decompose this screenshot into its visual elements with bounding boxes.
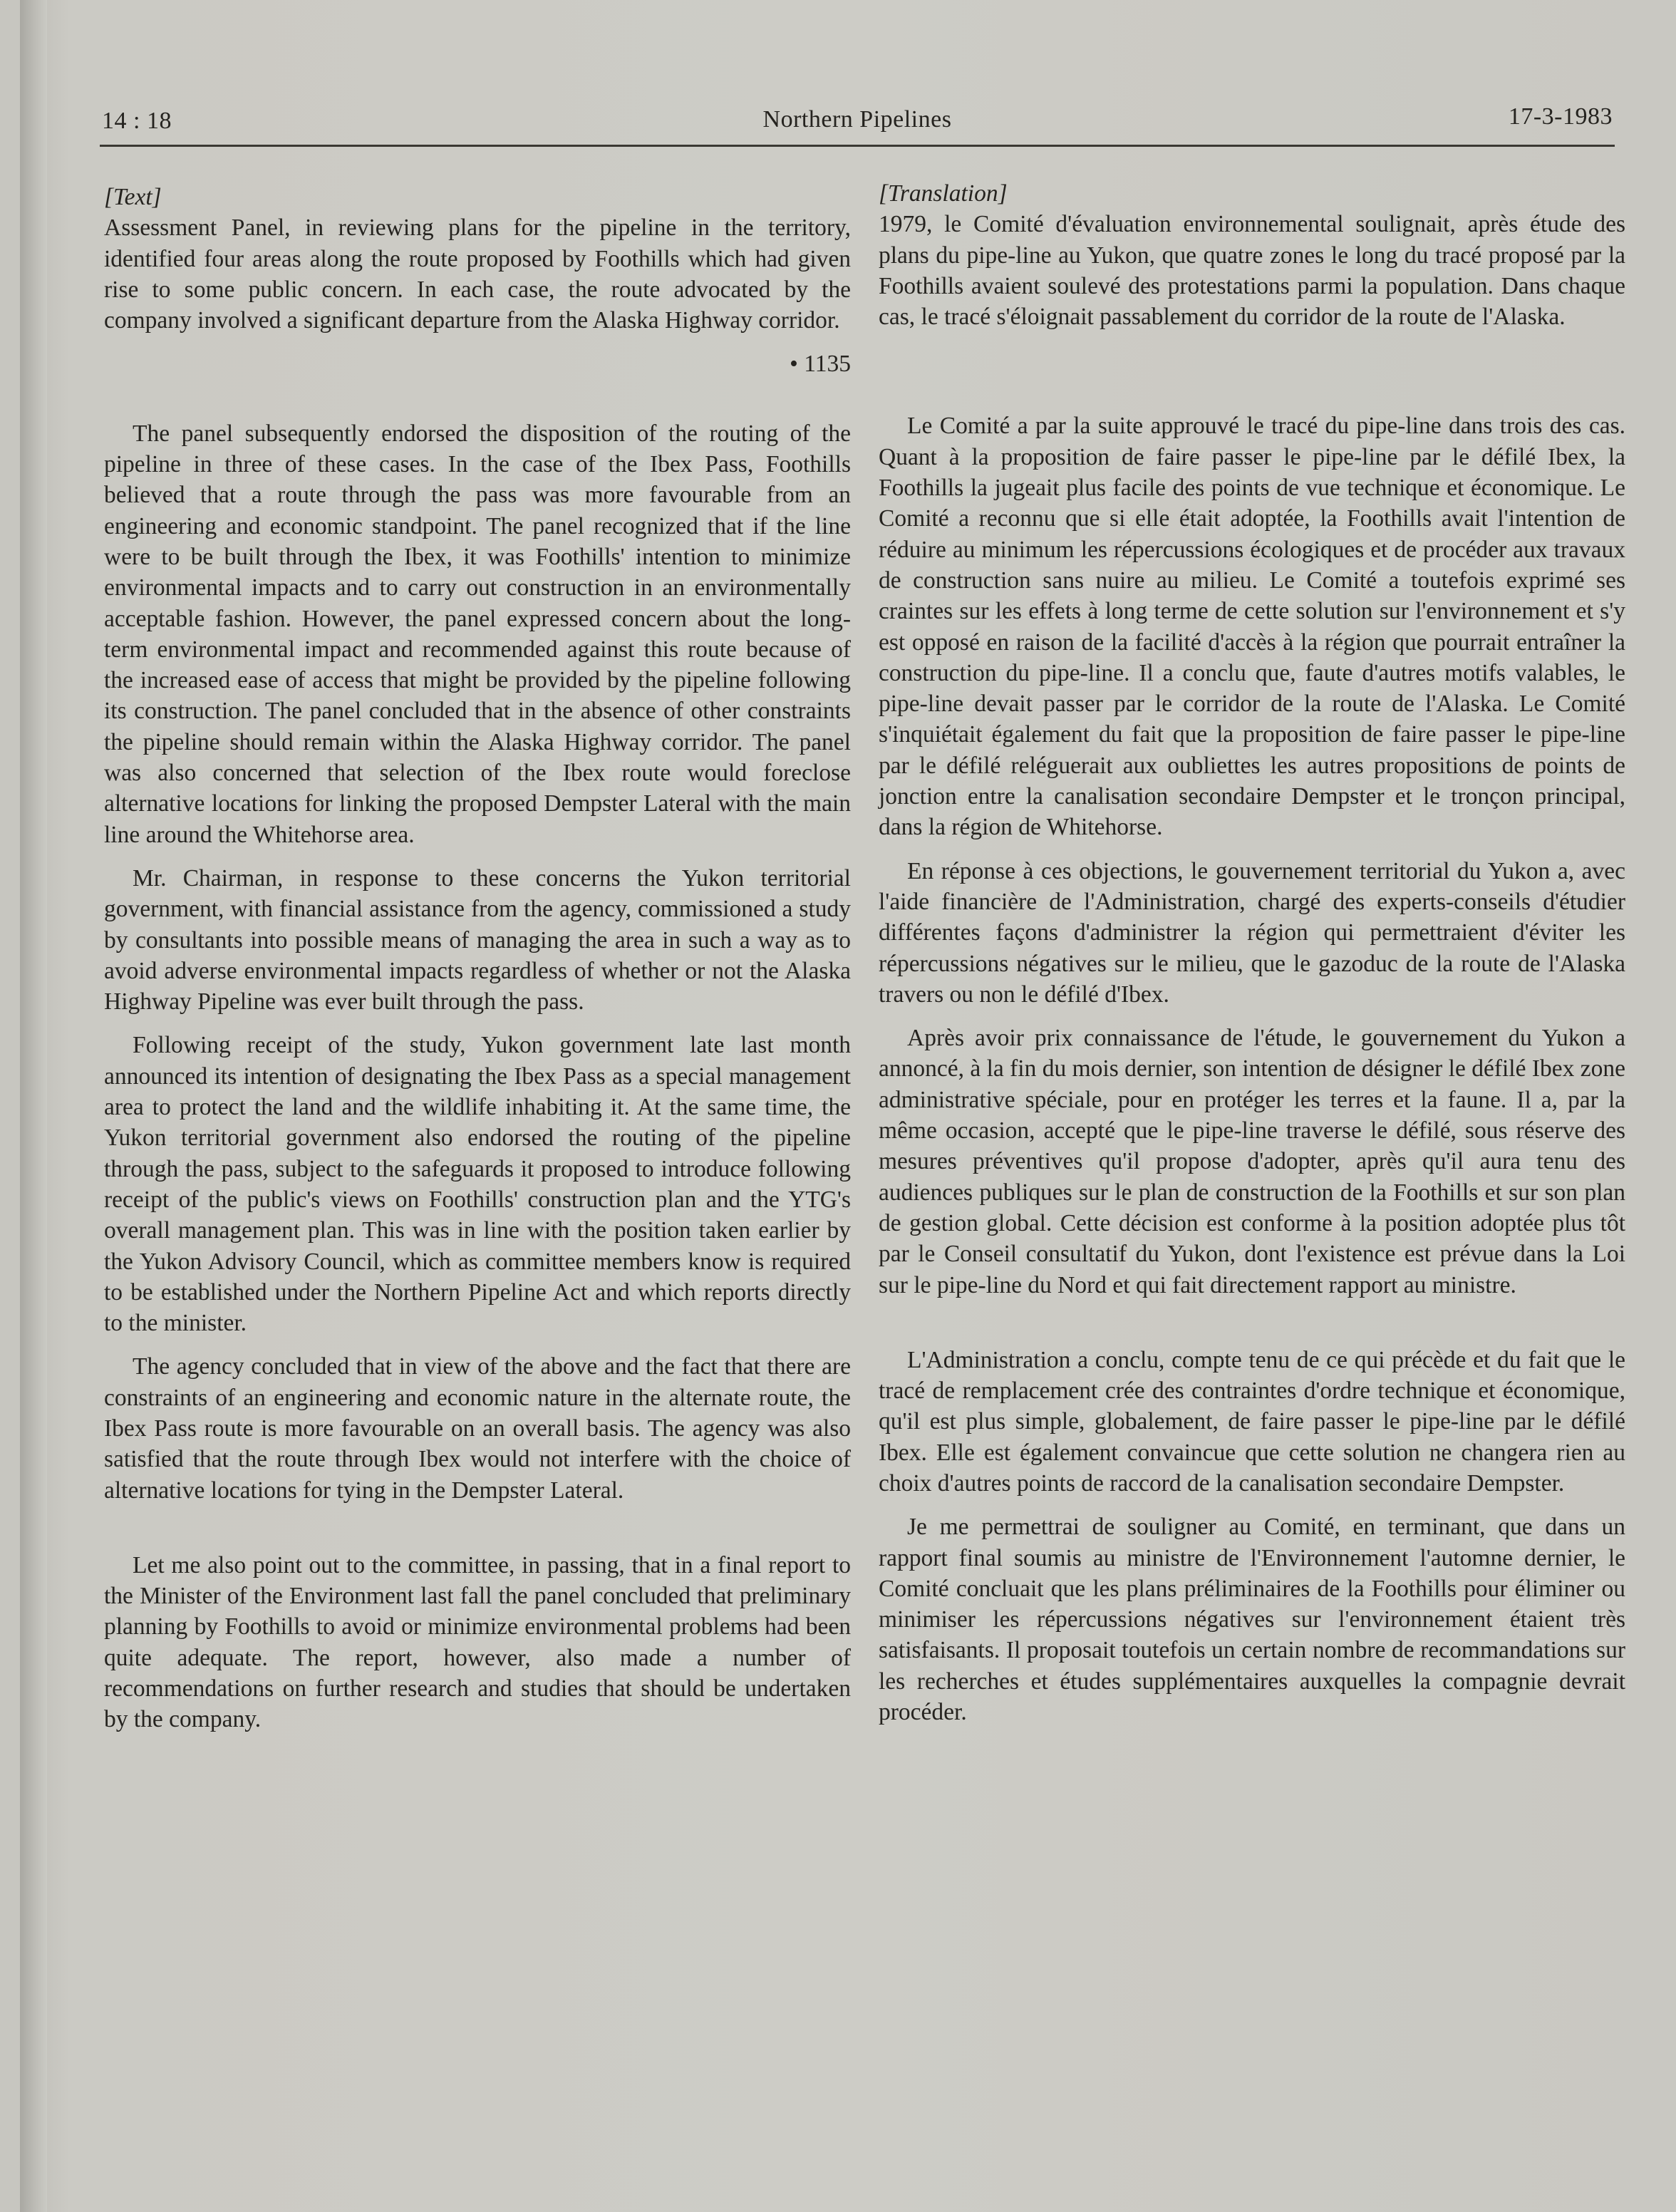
paragraph: Mr. Chairman, in response to these concerns the Yukon territorial government, with financial assistance from the agency, commissioned a study by consultants into possible means of managing the area in such a way as to avoid adverse environmental impacts regardless of whether or not the Alaska Highway Pipeline was ever built through the pass. — [104, 864, 851, 1015]
paragraph: Let me also point out to the committee, in passing, that in a final report to the Minister of the Environment last fall the panel concluded that preliminary planning by Foothills to avoid or minimize environmental problems had been quite adequate. The report, however, also made a number of recommendations on further research and studies that should be undertaken by the company. — [104, 1551, 851, 1733]
paragraph: Le Comité a par la suite approuvé le tracé du pipe-line dans trois des cas. Quant à la proposition de faire passer le pipe-line par le défilé Ibex, la Foothills la jugeait plus facile des points de vue technique et économique. Le Comité a reconnu que si elle était adoptée, la Foothills avait l'intention de réduire au minimum les répercussions écologiques et de procéder aux travaux de construction sans nuire au milieu. Le Comité a toutefois exprimé ses craintes sur les effets à long terme de cette solution sur l'environnement et s'y est opposé en raison de la facilité d'accès à la région que pourrait entraîner la construction du pipe-line. Il a conclu que, faute d'autres motifs valables, le pipe-line devait passer par le corridor de la route de l'Alaska. Le Comité s'inquiétait également du fait que la proposition de faire passer le pipe-line par le défilé reléguerait aux oubliettes les autres propositions de points de jonction entre la canalisation secondaire Dempster et le tronçon principal, dans la région de Whitehorse. — [879, 413, 1625, 841]
paragraph: Assessment Panel, in reviewing plans for the pipeline in the territory, identified four areas along the route proposed by Foothills which had given rise to some public concern. In each case, the route advocated by the company involved a significant departure from the Alaska Highway corridor. — [104, 215, 851, 334]
paragraph: The agency concluded that in view of the above and the fact that there are constraints of an engineering and economic nature in the alternate route, the Ibex Pass route is more favourable on an overall basis. The agency was also satisfied that the route through Ibex would not interfere with the choice of alternative locations for tying in the Dempster Lateral. — [104, 1353, 851, 1504]
paragraph: L'Administration a conclu, compte tenu de ce qui précède et du fait que le tracé de remplacement crée des contraintes d'ordre technique et économique, qu'il est plus simple, globalement, de faire passer le pipe-line par le défilé Ibex. Elle est également convaincue que cette solution ne changera rien au choix d'autres points de raccord de la canalisation secondaire Dempster. — [879, 1346, 1625, 1497]
running-title: Northern Pipelines — [762, 106, 952, 133]
paragraph: Après avoir prix connaissance de l'étude, le gouvernement du Yukon a annoncé, à la fin du mois dernier, son intention de désigner le défilé Ibex zone administrative spéciale, pour en protéger les terres et la faune. Il a, par la même occasion, accepté que le pipe-line traverse le défilé, sous réserve des mesures préventives qu'il propose d'adopter, après qu'il aura tenu des audiences publiques sur le plan de construction de la Foothills et sur son plan de gestion global. Cette décision est conforme à la position adoptée plus tôt par le Conseil consultatif du Yukon, dont l'existence est prévue dans la Loi sur le pipe-line du Nord et qui fait directement rapport au ministre. — [879, 1025, 1625, 1298]
book-page — [20, 0, 1676, 2212]
page-number: 14 : 18 — [102, 108, 172, 134]
paragraph: The panel subsequently endorsed the disposition of the routing of the pipeline in three of these cases. In the case of the Ibex Pass, Foothills believed that a route through the pass was more favourable from an engineering and economic standpoint. The panel recognized that if the line were to be built through the Ibex, it was Foothills' intention to minimize environmental impacts and to carry out construction in an environmentally acceptable fashion. However, the panel expressed concern about the long-term environmental impact and recommended against this route because of the increased ease of access that might be provided by the pipeline following its construction. The panel concluded that in the absence of other constraints the pipeline should remain within the Alaska Highway corridor. The panel was also concerned that selection of the Ibex route would foreclose alternative locations for linking the proposed Dempster Lateral with the main line around the Whitehorse area. — [104, 420, 851, 848]
text-label: [Text] — [104, 184, 162, 210]
header-date: 17-3-1983 — [1508, 103, 1613, 130]
running-header — [102, 103, 1613, 146]
time-marker: • 1135 — [790, 351, 851, 378]
header-rule — [100, 145, 1615, 147]
translation-label: [Translation] — [879, 180, 1008, 207]
page-binding-edge — [20, 0, 47, 2212]
french-translation-column — [879, 178, 1625, 1727]
paragraph: En réponse à ces objections, le gouvernement territorial du Yukon a, avec l'aide financière de l'Administration, chargé des experts-conseils d'étudier différentes façons d'administrer la région qui permettraient d'éviter les répercussions négatives sur le milieu, que le gazoduc de la route de l'Alaska travers ou non le défilé d'Ibex. — [879, 857, 1625, 1008]
english-text-column — [104, 182, 851, 1735]
paragraph: Je me permettrai de souligner au Comité, en terminant, que dans un rapport final soumis au ministre de l'Environnement l'automne dernier, le Comité concluait que les plans préliminaires de la Foothills pour éliminer ou minimiser les répercussions négatives sur l'environnement étaient très satisfaisants. Il proposait toutefois un certain nombre de recommandations sur les recherches et études supplémentaires auxquelles la compagnie devrait procéder. — [879, 1514, 1625, 1726]
paragraph: Following receipt of the study, Yukon government late last month announced its intention of designating the Ibex Pass as a special management area to protect the land and the wildlife inhabiting it. At the same time, the Yukon territorial government also endorsed the routing of the pipeline through the pass, subject to the safeguards it proposed to introduce following receipt of the public's views on Foothills' construction plan and the YTG's overall management plan. This was in line with the position taken earlier by the Yukon Advisory Council, which as committee members know is required to be established under the Northern Pipeline Act and which reports directly to the minister. — [104, 1032, 851, 1337]
paragraph: 1979, le Comité d'évaluation environnemental soulignait, après étude des plans du pipe-line au Yukon, que quatre zones le long du tracé proposé par la Foothills avaient soulevé des protestations parmi la population. Dans chaque cas, le tracé s'éloignait passablement du corridor de la route de l'Alaska. — [879, 211, 1625, 331]
